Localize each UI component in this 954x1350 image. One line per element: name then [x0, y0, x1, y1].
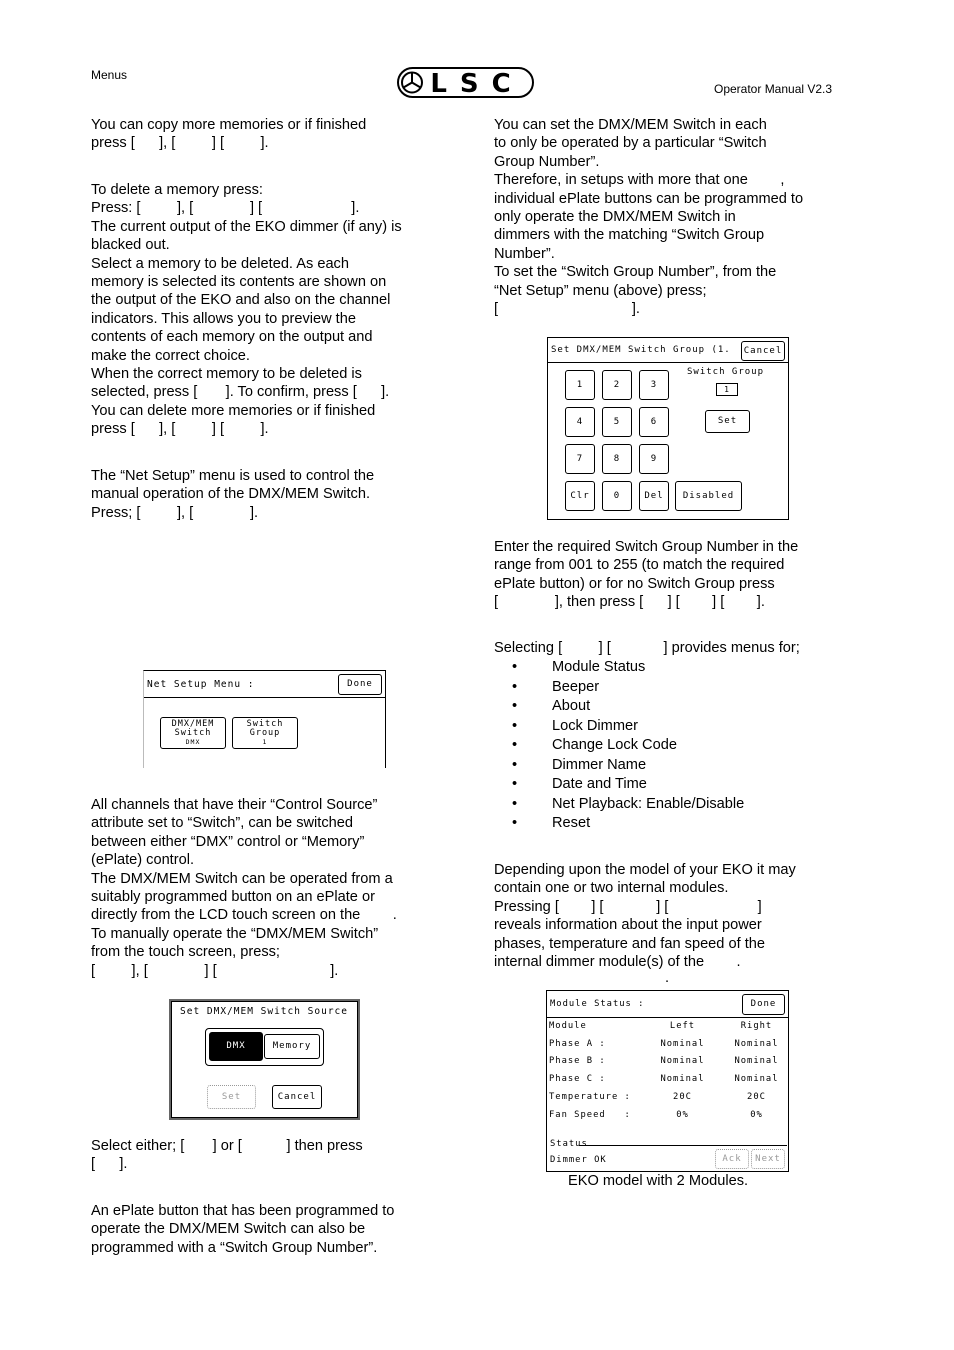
module-status-screen	[546, 990, 789, 1172]
table-cell: Nominal	[660, 1038, 705, 1049]
text-line: Number”.	[494, 245, 555, 262]
text-line: The “Net Setup” menu is used to control the	[91, 468, 375, 484]
text-line: The current output of the EKO dimmer (if any) is	[91, 218, 402, 235]
text-line: press [ ], [ ] [ ].	[91, 135, 269, 152]
table-cell: Phase A :	[549, 1038, 606, 1049]
text-line: contain one or two internal modules.	[494, 880, 729, 897]
text-line: Therefore, in setups with more that one ,	[494, 172, 785, 189]
disabled-button[interactable]: Disabled	[675, 481, 742, 511]
table-cell: Temperature :	[549, 1091, 631, 1102]
text-line: reveals information about the input power	[494, 917, 762, 934]
key-9[interactable]: 9	[639, 444, 669, 474]
text-line: Select a memory to be deleted. As each	[91, 255, 349, 272]
delete-memory-paragraph	[91, 181, 437, 439]
table-cell: 0%	[750, 1109, 763, 1120]
copy-more-paragraph	[91, 116, 437, 153]
key-4[interactable]: 4	[565, 407, 595, 437]
switch-group-button[interactable]: Switch Group 1	[232, 717, 298, 749]
list-item-label: Change Lock Code	[552, 737, 677, 753]
table-cell: 20C	[673, 1091, 692, 1102]
list-item	[512, 756, 744, 776]
table-cell: Nominal	[660, 1074, 705, 1085]
text-line: ePlate button) or for no Switch Group press	[494, 575, 775, 592]
text-line: to only be operated by a particular “Switch	[494, 135, 767, 152]
table-header-cell: Module	[549, 1021, 587, 1031]
text-line: Enter the required Switch Group Number in the	[494, 539, 799, 555]
net-setup-paragraph	[91, 467, 437, 522]
text-line: phases, temperature and fan speed of the	[494, 935, 765, 952]
list-item	[512, 658, 744, 678]
module-info-paragraph	[494, 861, 840, 971]
key-5[interactable]: 5	[602, 407, 632, 437]
text-line: Pressing [ ] [ ] [ ]	[494, 898, 762, 915]
text-line: selected, press [ ]. To confirm, press [ ].	[91, 384, 390, 401]
text-line: The DMX/MEM Switch can be operated from a	[91, 870, 393, 887]
cancel-button[interactable]: Cancel	[272, 1085, 322, 1109]
text-line: [ ].	[91, 1156, 128, 1173]
list-item	[512, 678, 744, 698]
key-1[interactable]: 1	[565, 370, 595, 400]
key-3[interactable]: 3	[639, 370, 669, 400]
text-line: Selecting [ ] [ ] provides menus for;	[494, 640, 800, 656]
switch-source-title: Set DMX/MEM Switch Source	[180, 1006, 348, 1017]
switch-group-screen	[547, 337, 789, 520]
module-info-tail: .	[665, 970, 670, 986]
key-8[interactable]: 8	[602, 444, 632, 474]
text-line: dimmers with the matching “Switch Group	[494, 227, 765, 244]
text-line: memory is selected its contents are shown on	[91, 274, 387, 291]
text-line: manual operation of the DMX/MEM Switch.	[91, 486, 371, 503]
bullet-icon: •	[512, 776, 518, 792]
memory-option-button[interactable]: Memory	[264, 1034, 320, 1059]
text-line: directly from the LCD touch screen on the .	[91, 907, 397, 924]
text-line: [ ].	[494, 301, 640, 318]
text-line: contents of each memory on the output and	[91, 329, 373, 346]
bullet-icon: •	[512, 737, 518, 753]
text-line: attribute set to “Switch”, can be switched	[91, 815, 353, 832]
text-line: Press: [ ], [ ] [ ].	[91, 200, 360, 217]
text-line: You can copy more memories or if finished	[91, 117, 367, 133]
text-line: press [ ], [ ] [ ].	[91, 421, 269, 438]
text-line: suitably programmed button on an ePlate or	[91, 889, 375, 906]
bullet-icon: •	[512, 795, 518, 812]
text-line: To set the “Switch Group Number”, from the	[494, 264, 777, 281]
list-item-label: Net Playback: Enable/Disable	[552, 795, 745, 812]
select-either-paragraph	[91, 1137, 437, 1174]
text-line: [ ], then press [ ] [ ] [ ].	[494, 594, 765, 611]
key-0[interactable]: 0	[602, 481, 632, 511]
text-line: make the correct choice.	[91, 347, 250, 364]
key-7[interactable]: 7	[565, 444, 595, 474]
bullet-icon: •	[512, 698, 518, 714]
table-cell: Nominal	[734, 1056, 779, 1067]
eplate-button-paragraph	[91, 1202, 437, 1257]
table-cell: Phase B :	[549, 1056, 606, 1067]
module-status-caption: EKO model with 2 Modules.	[568, 1173, 749, 1189]
text-line: All channels that have their “Control Source”	[91, 797, 378, 813]
text-line: individual ePlate buttons can be programmed to	[494, 190, 804, 207]
text-line: [ ], [ ] [ ].	[91, 962, 339, 979]
key-2[interactable]: 2	[602, 370, 632, 400]
list-item-label: Lock Dimmer	[552, 717, 638, 734]
text-line: When the correct memory to be deleted is	[91, 366, 362, 383]
list-item	[512, 717, 744, 737]
list-item-label: Module Status	[552, 659, 646, 675]
logo-text: LSC	[430, 69, 524, 98]
text-line: Depending upon the model of your EKO it may	[494, 862, 796, 878]
text-line: operate the DMX/MEM Switch can also be	[91, 1221, 366, 1238]
bullet-icon: •	[512, 717, 518, 734]
text-line: Select either; [ ] or [ ] then press	[91, 1138, 363, 1154]
control-source-paragraph	[91, 796, 437, 980]
lsc-logo	[397, 67, 534, 98]
bullet-icon: •	[512, 678, 518, 695]
cancel-button[interactable]: Cancel	[741, 341, 785, 361]
list-item	[512, 736, 744, 756]
switch-group-title: Set DMX/MEM Switch Group (1.	[551, 345, 731, 355]
module-status-title: Module Status :	[550, 999, 645, 1009]
dmx-option-button[interactable]: DMX	[209, 1032, 263, 1061]
switch-group-label: Switch Group	[687, 367, 765, 377]
status-value: Dimmer OK	[550, 1155, 607, 1165]
table-cell: Phase C :	[549, 1074, 606, 1085]
ack-button[interactable]: Ack	[715, 1149, 749, 1169]
text-line: (ePlate) control.	[91, 852, 195, 869]
text-line: You can set the DMX/MEM Switch in each	[494, 117, 767, 133]
bullet-icon: •	[512, 815, 518, 831]
done-button[interactable]: Done	[338, 674, 382, 695]
set-button[interactable]: Set	[705, 410, 750, 433]
text-line: only operate the DMX/MEM Switch in	[494, 209, 736, 226]
list-item-label: Reset	[552, 815, 591, 831]
switch-group-paragraph	[494, 116, 840, 318]
net-setup-title: Net Setup Menu :	[147, 679, 255, 690]
clear-key[interactable]: Clr	[565, 481, 595, 511]
text-line: programmed with a “Switch Group Number”.	[91, 1239, 378, 1256]
text-line: Group Number”.	[494, 153, 600, 170]
text-line: indicators. This allows you to preview the	[91, 310, 356, 327]
menu-bullet-list	[512, 658, 744, 834]
text-line: To delete a memory press:	[91, 182, 263, 198]
text-line: between either “DMX” control or “Memory”	[91, 833, 365, 850]
table-cell: Fan Speed :	[549, 1109, 631, 1120]
table-cell: Nominal	[660, 1056, 705, 1067]
text-line: An ePlate button that has been programmed to	[91, 1203, 395, 1219]
set-button[interactable]: Set	[207, 1085, 256, 1109]
manual-version: Operator Manual V2.3	[714, 82, 833, 96]
table-header-cell: Right	[740, 1021, 773, 1031]
bullet-icon: •	[512, 659, 518, 675]
text-line: To manually operate the “DMX/MEM Switch”	[91, 925, 379, 942]
text-line: from the touch screen, press;	[91, 944, 280, 961]
list-item	[512, 795, 744, 815]
list-item-label: Beeper	[552, 678, 600, 695]
text-line: Press; [ ], [ ].	[91, 504, 259, 521]
next-button[interactable]: Next	[751, 1149, 785, 1169]
text-line: the output of the EKO and also on the channel	[91, 292, 391, 309]
bullet-icon: •	[512, 756, 518, 773]
list-item	[512, 814, 744, 834]
switch-source-screen	[169, 999, 360, 1120]
table-cell: Nominal	[734, 1074, 779, 1085]
list-item-label: About	[552, 698, 591, 714]
table-cell: 20C	[747, 1091, 766, 1102]
net-setup-screen	[143, 670, 386, 768]
list-item-label: Dimmer Name	[552, 756, 647, 773]
table-header-cell: Left	[669, 1021, 696, 1031]
list-item	[512, 697, 744, 717]
table-cell: Nominal	[734, 1038, 779, 1049]
key-6[interactable]: 6	[639, 407, 669, 437]
text-line: blacked out.	[91, 237, 170, 254]
table-cell: 0%	[676, 1109, 689, 1120]
text-line: internal dimmer module(s) of the .	[494, 954, 741, 971]
selecting-menus-paragraph	[494, 639, 840, 657]
done-button[interactable]: Done	[742, 994, 785, 1015]
text-line: “Net Setup” menu (above) press;	[494, 282, 707, 299]
text-line: You can delete more memories or if finished	[91, 402, 376, 419]
enter-group-number-paragraph	[494, 538, 840, 612]
list-item	[512, 775, 744, 795]
delete-key[interactable]: Del	[639, 481, 669, 511]
list-item-label: Date and Time	[552, 776, 647, 792]
dmx-mem-switch-button[interactable]: DMX/MEM Switch DMX	[160, 717, 226, 749]
text-line: range from 001 to 255 (to match the required	[494, 557, 785, 574]
status-label: Status	[550, 1139, 588, 1149]
section-header: Menus	[91, 68, 128, 82]
switch-group-value-field[interactable]: 1	[716, 383, 738, 396]
